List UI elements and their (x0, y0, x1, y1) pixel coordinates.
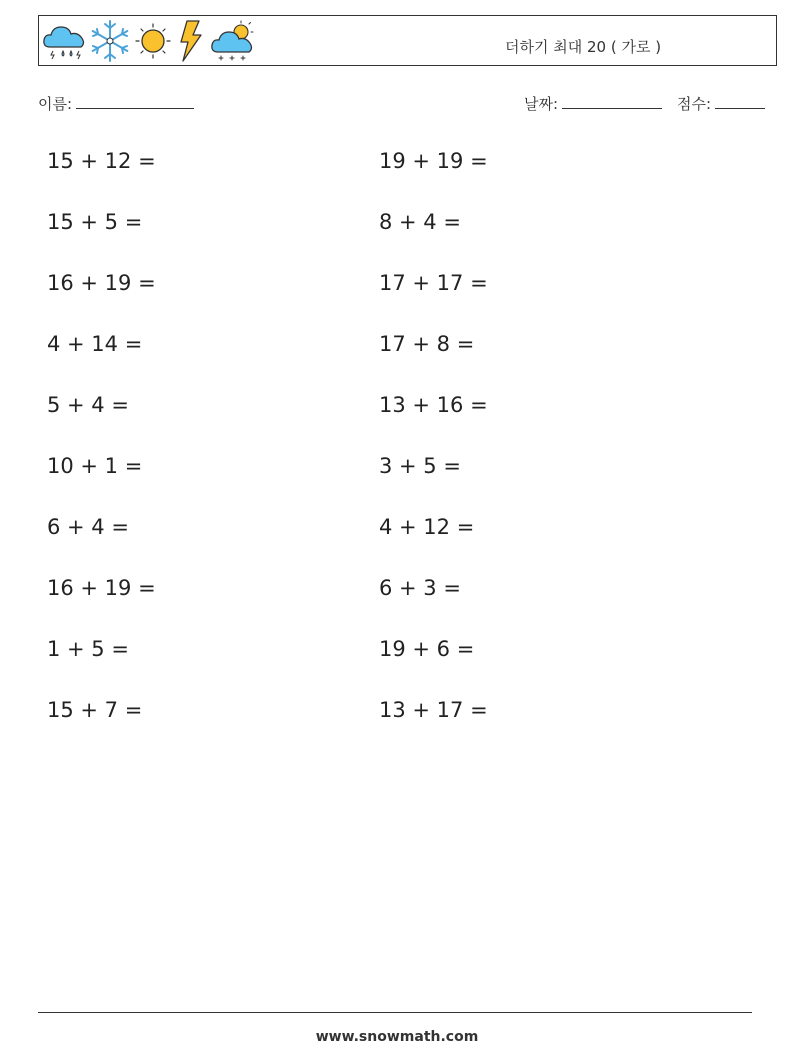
rain-cloud-icon (41, 19, 87, 63)
problem-right-4: 17 + 8 = (379, 332, 475, 356)
score-blank[interactable] (715, 94, 765, 109)
date-label: 날짜: (524, 95, 559, 113)
problem-left-2: 15 + 5 = (47, 210, 143, 234)
problem-left-6: 10 + 1 = (47, 454, 143, 478)
score-label: 점수: (677, 95, 712, 113)
problem-right-9: 19 + 6 = (379, 637, 475, 661)
date-blank[interactable] (562, 94, 662, 109)
problem-left-5: 5 + 4 = (47, 393, 129, 417)
problem-left-10: 15 + 7 = (47, 698, 143, 722)
sun-icon (133, 18, 173, 64)
weather-icons (41, 18, 257, 64)
problem-right-10: 13 + 17 = (379, 698, 488, 722)
name-label: 이름: (38, 95, 73, 113)
footer-divider (38, 1012, 752, 1013)
problem-right-7: 4 + 12 = (379, 515, 475, 539)
problem-left-7: 6 + 4 = (47, 515, 129, 539)
problem-right-1: 19 + 19 = (379, 149, 488, 173)
problem-left-3: 16 + 19 = (47, 271, 156, 295)
problem-right-3: 17 + 17 = (379, 271, 488, 295)
score-field (677, 93, 765, 114)
problem-right-8: 6 + 3 = (379, 576, 461, 600)
footer-url[interactable]: www.snowmath.com (315, 1029, 479, 1045)
name-field (38, 93, 194, 114)
name-blank[interactable] (76, 94, 194, 109)
problem-right-5: 13 + 16 = (379, 393, 488, 417)
problem-left-4: 4 + 14 = (47, 332, 143, 356)
problem-right-6: 3 + 5 = (379, 454, 461, 478)
problem-right-2: 8 + 4 = (379, 210, 461, 234)
lightning-icon (173, 18, 209, 64)
worksheet-header (38, 15, 777, 66)
date-field (524, 93, 662, 114)
problem-left-8: 16 + 19 = (47, 576, 156, 600)
problem-left-9: 1 + 5 = (47, 637, 129, 661)
snow-cloud-sun-icon (209, 18, 257, 64)
worksheet-title: 더하기 최대 20 ( 가로 ) (505, 38, 662, 56)
problem-left-1: 15 + 12 = (47, 149, 156, 173)
snowflake-icon (87, 18, 133, 64)
